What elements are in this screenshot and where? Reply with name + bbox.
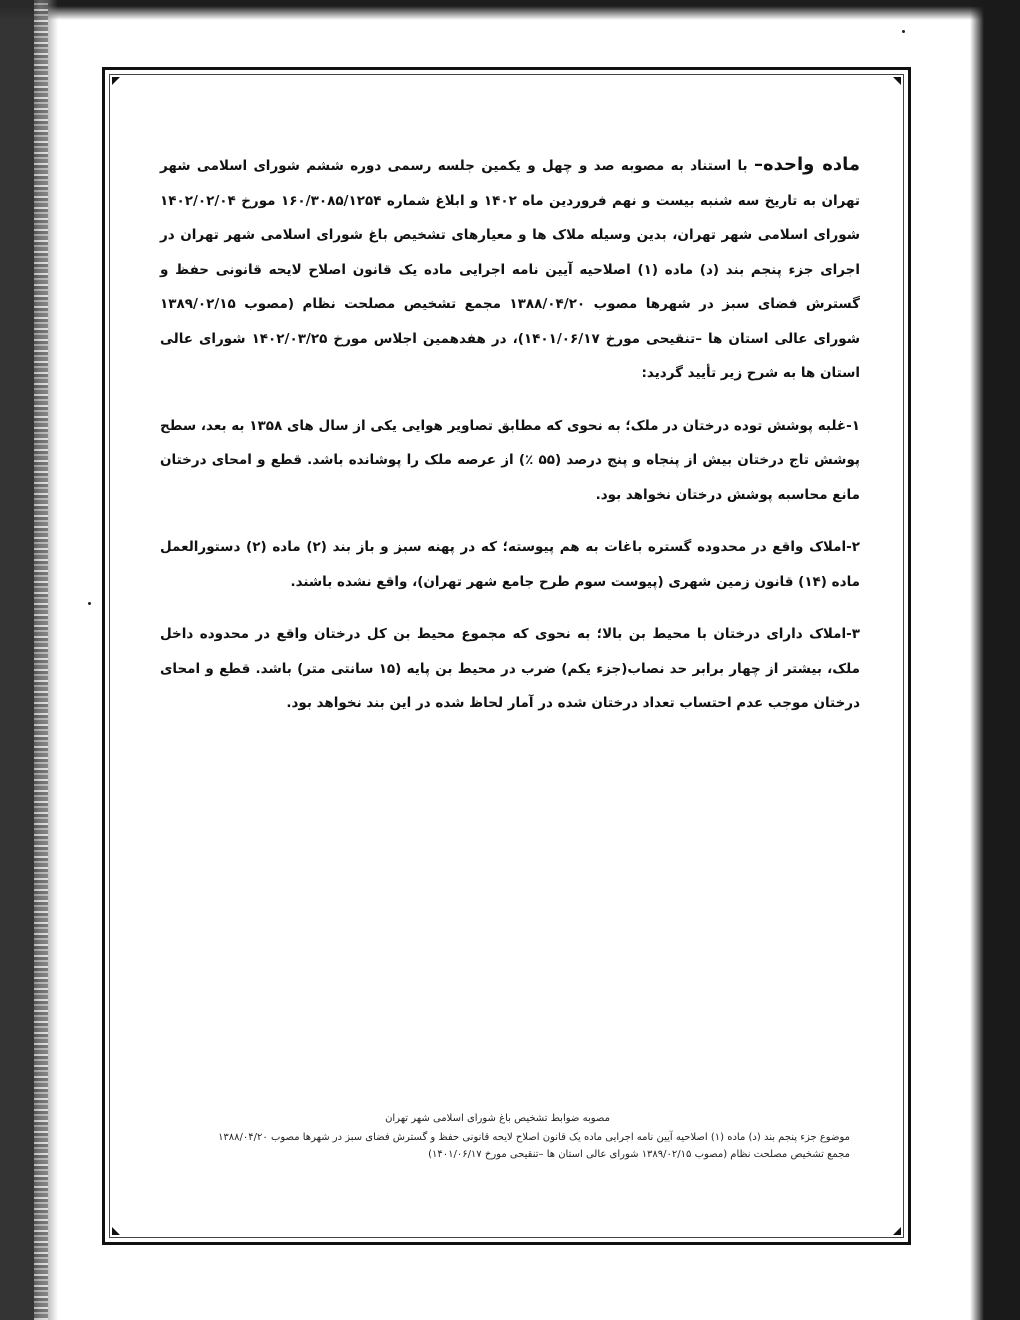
scan-speck (88, 602, 91, 605)
criterion-item-1: ۱-غلبه پوشش توده درختان در ملک؛ به نحوی که مطابق تصاویر هوایی یکی از سال های ۱۳۵۸ به بعد، سطح پوشش تاج درختان بیش از پنجاه و پنج درصد (۵۵ ٪) از عرصه ملک را پوشانده باشد. قطع و امحای درختان مانع محاسبه پوشش درختان نخواهد بود. (160, 417, 860, 503)
document-body (160, 148, 860, 739)
criterion-item-2: ۲-املاک واقع در محدوده گستره باغات به هم پیوسته؛ که در پهنه سبز و باز بند (۲) ماده (۲) دستورالعمل ماده (۱۴) قانون زمین شهری (پیوست سوم طرح جامع شهر تهران)، واقع نشده باشند. (160, 539, 860, 590)
intro-text: با استناد به مصوبه صد و چهل و یکمین جلسه رسمی دوره ششم شورای اسلامی شهر تهران به تاریخ سه شنبه بیست و نهم فروردین ماه ۱۴۰۲ و ابلاغ شماره ۱۶۰/۳۰۸۵/۱۲۵۴ مورخ ۱۴۰۲/۰۲/۰۴ شورای اسلامی شهر تهران، بدین وسیله ملاک ها و معیارهای تشخیص باغ شورای اسلامی شهر تهران در اجرای جزء پنجم بند (د) ماده (۱) اصلاحیه آیین نامه اجرایی ماده یک قانون اصلاح لایحه قانونی حفظ و گسترش فضای سبز در شهرها مصوب ۱۳۸۸/۰۴/۲۰ مجمع تشخیص مصلحت نظام (مصوب ۱۳۸۹/۰۲/۱۵ شورای عالی استان ها –تنقیحی مورخ ۱۴۰۱/۰۶/۱۷)، در هفدهمین اجلاس مورخ ۱۴۰۲/۰۳/۲۵ شورای عالی استان ها به شرح زیر تأیید گردید: (160, 158, 861, 381)
scan-right-edge (968, 0, 1020, 1320)
criterion-item-3: ۳-املاک دارای درختان با محیط بن بالا؛ به نحوی که مجموع محیط بن کل درختان واقع در محدوده داخل ملک، بیشتر از چهار برابر حد نصاب(جزء یکم) ضرب در محیط بن پایه (۱۵ سانتی متر) باشد. قطع و امحای درختان موجب عدم احتساب تعداد درختان شده در آمار لحاظ شده در این بند نخواهد بود. (160, 626, 860, 711)
intro-paragraph (160, 148, 860, 391)
frame-corner-ornament (893, 77, 901, 85)
article-heading: ماده واحده– (753, 154, 860, 175)
document-footer (205, 1110, 850, 1163)
frame-corner-ornament (112, 77, 120, 85)
scan-speck (902, 30, 905, 33)
footer-subject: موضوع جزء پنجم بند (د) ماده (۱) اصلاحیه آیین نامه اجرایی ماده یک قانون اصلاح لایحه قانونی حفظ و گسترش فضای سبز در شهرها مصوب ۱۳۸۸/۰۴/۲۰ مجمع تشخیص مصلحت نظام (مصوب ۱۳۸۹/۰۲/۱۵ شورای عالی استان ها –تنقیحی مورخ ۱۴۰۱/۰۶/۱۷) (218, 1132, 850, 1160)
frame-corner-ornament (112, 1227, 120, 1235)
scan-top-edge (0, 0, 1020, 22)
footer-title: مصوبه ضوابط تشخیص باغ شورای اسلامی شهر تهران (385, 1113, 610, 1124)
frame-corner-ornament (893, 1227, 901, 1235)
scan-left-edge (0, 0, 60, 1320)
